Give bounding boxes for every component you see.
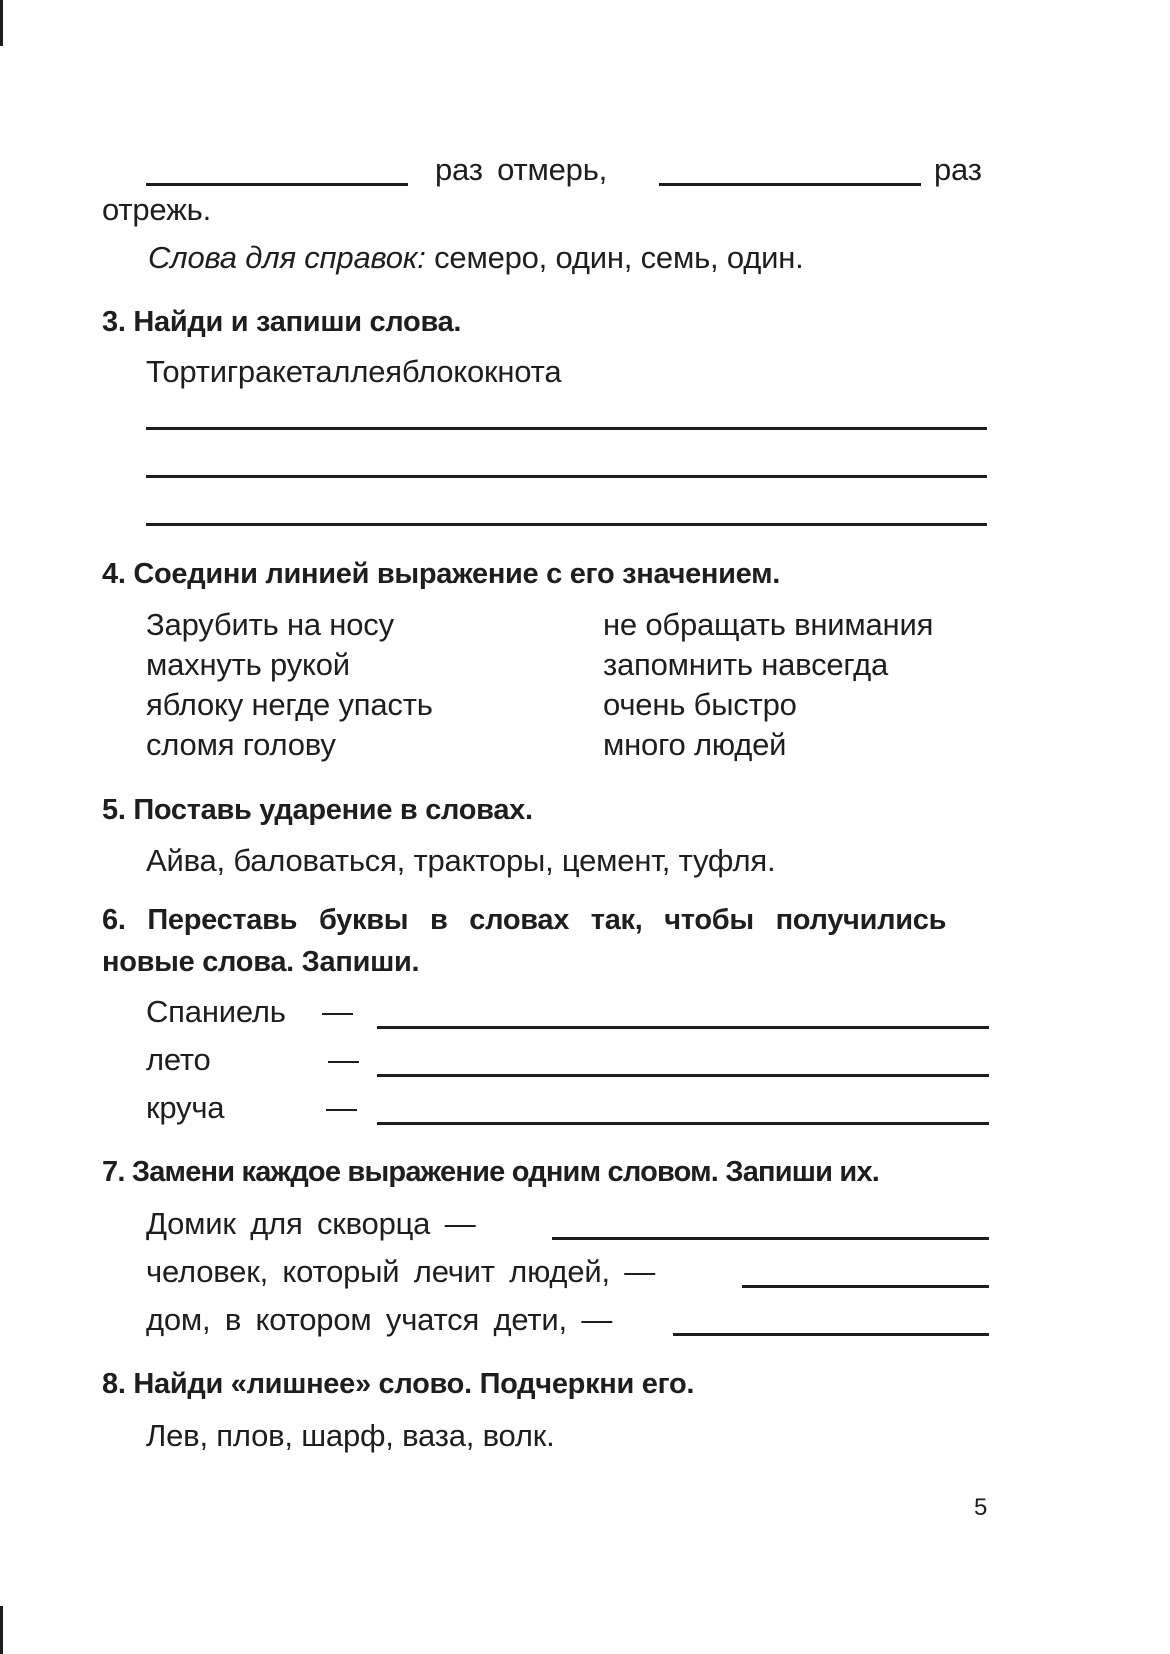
exercise-8-words[interactable]: Лев, плов, шарф, ваза, волк. <box>146 1418 555 1453</box>
exercise-7-title: 7. Замени каждое выражение одним словом. Запиши их. <box>102 1156 880 1188</box>
proverb-text-3: отрежь. <box>102 192 211 227</box>
page-number: 5 <box>974 1494 988 1521</box>
phrase-1: Домик для скворца — <box>146 1206 476 1241</box>
hint-label: Слова для справок: <box>148 240 426 275</box>
proverb-text-2: раз <box>934 152 982 187</box>
hint-line <box>148 240 804 276</box>
phrase-answer-line-1[interactable] <box>552 1237 989 1240</box>
exercise-4-title: 4. Соедини линией выражение с его значением. <box>102 558 781 590</box>
anagram-word-3: круча <box>146 1090 225 1125</box>
exercise-6-title-line-1: 6. Переставь буквы в словах так, чтобы получились <box>102 904 947 936</box>
phrase-answer-line-2[interactable] <box>742 1285 989 1288</box>
phrase-answer-line-3[interactable] <box>673 1333 989 1336</box>
anagram-answer-line-1[interactable] <box>377 1026 989 1029</box>
dash: — <box>328 1042 359 1077</box>
exercise-3-title: 3. Найди и запиши слова. <box>102 306 462 338</box>
phrase-3: дом, в котором учатся дети, — <box>146 1302 613 1337</box>
expression-2[interactable]: махнуть рукой <box>146 647 350 682</box>
exercise-5-words[interactable]: Айва, баловаться, тракторы, цемент, туфля. <box>146 843 776 878</box>
dash: — <box>326 1090 357 1125</box>
expression-3[interactable]: яблоку негде упасть <box>146 687 433 722</box>
expression-1[interactable]: Зарубить на носу <box>146 607 394 642</box>
exercise-5-title: 5. Поставь ударение в словах. <box>102 794 533 826</box>
expression-4[interactable]: сломя голову <box>146 727 336 762</box>
anagram-word-2: лето <box>146 1042 211 1077</box>
meaning-3[interactable]: очень быстро <box>603 687 797 722</box>
proverb-text-1: раз отмерь, <box>435 152 608 187</box>
meaning-2[interactable]: запомнить навсегда <box>603 647 889 682</box>
exercise-3-letters: Тортигракеталлеяблококнота <box>146 354 562 389</box>
answer-blank-1[interactable] <box>146 183 408 186</box>
anagram-answer-line-2[interactable] <box>377 1074 989 1077</box>
meaning-1[interactable]: не обращать внимания <box>603 607 934 642</box>
hint-words: семеро, один, семь, один. <box>434 240 804 275</box>
crop-mark-top <box>0 0 3 46</box>
exercise-3-answer-line-2[interactable] <box>146 475 987 478</box>
anagram-answer-line-3[interactable] <box>377 1122 989 1125</box>
meaning-4[interactable]: много людей <box>603 727 787 762</box>
answer-blank-2[interactable] <box>659 183 921 186</box>
exercise-8-title: 8. Найди «лишнее» слово. Подчеркни его. <box>102 1368 695 1400</box>
crop-mark-bottom <box>0 1606 3 1654</box>
phrase-2: человек, который лечит людей, — <box>146 1254 656 1289</box>
exercise-3-answer-line-3[interactable] <box>146 523 987 526</box>
dash: — <box>322 994 353 1029</box>
exercise-3-answer-line-1[interactable] <box>146 427 987 430</box>
exercise-6-title-line-2: новые слова. Запиши. <box>102 946 420 978</box>
anagram-word-1: Спаниель <box>146 994 286 1029</box>
